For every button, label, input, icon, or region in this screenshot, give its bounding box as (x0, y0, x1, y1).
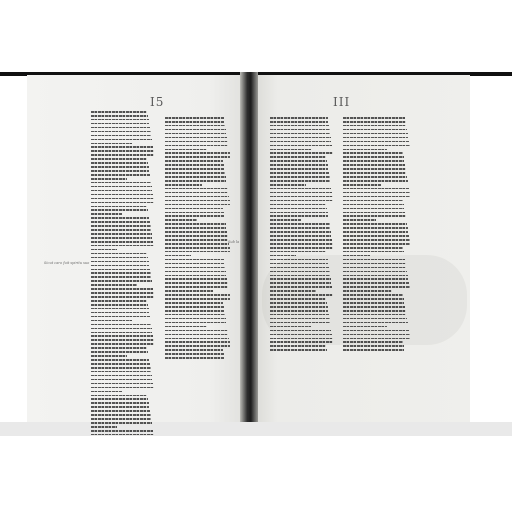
script-line (343, 156, 404, 158)
script-line (343, 223, 407, 225)
script-line (343, 290, 392, 292)
script-line (343, 204, 404, 206)
script-line (91, 272, 151, 274)
script-line (270, 326, 311, 328)
script-line (270, 156, 326, 158)
script-line (343, 141, 409, 143)
script-line (343, 271, 407, 273)
script-line (91, 292, 154, 294)
script-line (91, 269, 150, 271)
script-line (91, 367, 151, 369)
script-line (270, 141, 331, 143)
script-line (343, 176, 407, 178)
script-line (343, 294, 403, 296)
script-line (165, 306, 224, 308)
script-line (91, 253, 147, 255)
script-line (91, 213, 122, 215)
script-line (91, 158, 147, 160)
script-line (91, 209, 148, 211)
script-line (165, 318, 226, 320)
script-line (343, 310, 406, 312)
script-line (270, 314, 329, 316)
script-line (270, 243, 333, 245)
script-line (270, 192, 332, 194)
script-line (270, 133, 330, 135)
script-line (270, 338, 333, 340)
script-line (270, 208, 327, 210)
script-line (91, 237, 152, 239)
script-line (91, 434, 154, 436)
script-line (343, 251, 404, 253)
script-line (91, 135, 151, 137)
script-line (91, 143, 132, 145)
script-line (270, 275, 330, 277)
script-line (343, 247, 403, 249)
script-line (343, 227, 408, 229)
script-line (91, 182, 151, 184)
script-line (165, 149, 207, 151)
script-line (165, 129, 226, 131)
script-line (343, 239, 410, 241)
script-line (270, 330, 331, 332)
script-line (270, 349, 327, 351)
script-line (165, 168, 224, 170)
script-line (165, 290, 213, 292)
script-line (165, 176, 226, 178)
script-line (91, 249, 117, 251)
script-line (343, 345, 404, 347)
script-line (165, 117, 224, 119)
script-line (343, 133, 408, 135)
script-line (343, 314, 406, 316)
script-line (165, 160, 223, 162)
script-line (91, 186, 152, 188)
script-line (165, 263, 224, 265)
script-line (91, 312, 149, 314)
script-line (343, 275, 408, 277)
script-line (343, 184, 381, 186)
script-line (165, 180, 226, 182)
script-line (91, 146, 153, 148)
script-line (165, 345, 230, 347)
script-line (165, 349, 223, 351)
script-line (343, 322, 408, 324)
script-line (91, 276, 151, 278)
script-line (91, 206, 147, 208)
script-line (270, 125, 329, 127)
script-line (343, 145, 410, 147)
right-running-header: III (333, 95, 351, 109)
script-line (343, 298, 404, 300)
script-line (91, 355, 127, 357)
script-line (165, 278, 227, 280)
script-line (165, 310, 224, 312)
script-line (343, 338, 410, 340)
script-line (91, 363, 150, 365)
center-margin-note: Sub la (228, 240, 240, 244)
script-line (165, 188, 228, 190)
script-line (91, 422, 152, 424)
script-line (270, 160, 327, 162)
script-line (91, 379, 152, 381)
script-line (343, 231, 408, 233)
script-line (91, 430, 153, 432)
script-line (270, 212, 328, 214)
script-line (91, 280, 152, 282)
book-gutter (240, 72, 258, 432)
script-line (343, 129, 407, 131)
script-line (165, 314, 225, 316)
script-line (165, 357, 224, 359)
script-line (165, 334, 228, 336)
script-line (165, 133, 226, 135)
script-line (91, 383, 153, 385)
left-page-column-2 (165, 117, 231, 365)
right-page-column-2 (343, 117, 411, 357)
script-line (270, 341, 333, 343)
script-line (270, 231, 331, 233)
script-line (91, 202, 154, 204)
script-line (165, 322, 226, 324)
script-line (270, 145, 332, 147)
script-line (165, 326, 207, 328)
script-line (91, 332, 152, 334)
script-line (91, 328, 152, 330)
script-line (270, 345, 326, 347)
script-line (165, 286, 228, 288)
script-line (91, 414, 151, 416)
script-line (343, 125, 406, 127)
script-line (91, 217, 149, 219)
script-line (91, 174, 150, 176)
script-line (165, 259, 224, 261)
script-line (270, 290, 316, 292)
script-line (165, 330, 228, 332)
script-line (343, 259, 405, 261)
script-line (270, 204, 326, 206)
script-line (343, 326, 387, 328)
script-line (343, 255, 370, 257)
script-line (270, 247, 333, 249)
script-line (270, 322, 330, 324)
script-line (270, 164, 328, 166)
script-line (165, 338, 229, 340)
script-line (91, 308, 149, 310)
script-line (270, 298, 326, 300)
script-line (91, 406, 149, 408)
script-line (91, 245, 154, 247)
script-line (91, 343, 154, 345)
script-line (343, 117, 405, 119)
script-line (91, 410, 150, 412)
left-running-header: I5 (150, 95, 165, 109)
script-line (165, 302, 223, 304)
script-line (165, 145, 228, 147)
script-line (91, 257, 148, 259)
script-line (270, 235, 331, 237)
script-line (91, 418, 151, 420)
script-line (165, 121, 224, 123)
script-line (91, 402, 149, 404)
script-line (343, 121, 406, 123)
script-line (165, 267, 225, 269)
script-line (270, 200, 333, 202)
script-line (270, 278, 331, 280)
script-line (343, 160, 404, 162)
script-line (343, 219, 376, 221)
script-line (165, 223, 226, 225)
script-line (91, 261, 149, 263)
script-line (91, 387, 154, 389)
script-line (91, 241, 153, 243)
script-line (270, 318, 330, 320)
script-line (91, 304, 148, 306)
script-line (91, 320, 132, 322)
script-line (270, 251, 326, 253)
script-line (343, 341, 403, 343)
script-line (270, 188, 331, 190)
script-line (91, 119, 149, 121)
script-line (343, 188, 409, 190)
left-page-column-1 (91, 111, 155, 441)
script-line (165, 341, 230, 343)
script-line (270, 117, 328, 119)
script-line (270, 263, 328, 265)
script-line (270, 286, 332, 288)
script-line (91, 351, 148, 353)
script-line (91, 395, 147, 397)
script-line (91, 288, 153, 290)
script-line (91, 111, 147, 113)
script-line (270, 168, 328, 170)
script-line (270, 219, 301, 221)
script-line (270, 259, 328, 261)
script-line (91, 190, 152, 192)
script-line (91, 339, 154, 341)
script-line (343, 196, 410, 198)
script-line (343, 168, 406, 170)
script-line (165, 353, 224, 355)
script-line (91, 316, 150, 318)
script-line (343, 208, 404, 210)
script-line (343, 200, 403, 202)
script-line (91, 123, 149, 125)
script-line (165, 208, 223, 210)
script-line (270, 196, 333, 198)
script-line (270, 294, 333, 296)
script-line (165, 235, 228, 237)
script-line (91, 284, 137, 286)
script-line (91, 398, 148, 400)
script-line (270, 282, 331, 284)
script-line (270, 223, 330, 225)
script-line (165, 294, 230, 296)
script-line (343, 149, 387, 151)
script-line (343, 278, 408, 280)
script-line (270, 184, 306, 186)
script-line (343, 334, 410, 336)
script-line (165, 125, 225, 127)
script-line (91, 371, 151, 373)
script-line (91, 335, 153, 337)
script-line (91, 296, 154, 298)
script-line (91, 391, 122, 393)
script-line (343, 215, 406, 217)
script-line (343, 282, 409, 284)
script-line (165, 251, 230, 253)
script-line (91, 324, 151, 326)
script-line (270, 172, 329, 174)
script-line (343, 172, 406, 174)
script-line (343, 302, 404, 304)
script-line (343, 263, 406, 265)
script-line (343, 164, 405, 166)
script-line (270, 149, 311, 151)
script-line (343, 349, 404, 351)
script-line (91, 347, 147, 349)
script-line (270, 239, 332, 241)
script-line (91, 178, 127, 180)
script-line (343, 180, 408, 182)
script-line (91, 115, 148, 117)
script-line (343, 243, 410, 245)
script-line (270, 215, 328, 217)
script-line (91, 170, 149, 172)
script-line (270, 271, 330, 273)
script-line (270, 306, 328, 308)
script-line (91, 233, 152, 235)
script-line (165, 255, 191, 257)
script-line (165, 282, 228, 284)
script-line (165, 141, 228, 143)
script-line (91, 229, 151, 231)
script-line (270, 255, 296, 257)
script-line (165, 298, 230, 300)
script-line (343, 306, 405, 308)
script-line (165, 247, 230, 249)
script-line (165, 227, 226, 229)
script-line (165, 152, 230, 154)
script-line (165, 204, 230, 206)
script-line (165, 196, 229, 198)
script-line (270, 334, 332, 336)
script-line (91, 150, 154, 152)
script-line (343, 286, 410, 288)
script-line (91, 426, 117, 428)
script-line (165, 215, 224, 217)
script-line (165, 184, 202, 186)
script-line (91, 139, 152, 141)
script-line (270, 152, 333, 154)
script-line (165, 137, 227, 139)
script-line (165, 172, 225, 174)
script-line (91, 127, 150, 129)
script-line (165, 231, 227, 233)
script-line (343, 330, 409, 332)
script-line (165, 156, 230, 158)
script-line (165, 200, 230, 202)
script-line (343, 235, 409, 237)
script-line (165, 239, 228, 241)
script-line (270, 227, 330, 229)
script-line (343, 152, 403, 154)
script-line (91, 221, 150, 223)
script-line (165, 275, 226, 277)
script-line (270, 310, 328, 312)
script-line (343, 267, 406, 269)
script-line (165, 243, 229, 245)
script-line (270, 176, 330, 178)
script-line (343, 137, 408, 139)
script-line (91, 300, 147, 302)
script-line (91, 154, 154, 156)
right-page-column-1 (270, 117, 334, 357)
script-line (165, 192, 228, 194)
script-line (270, 137, 331, 139)
script-line (165, 212, 224, 214)
script-line (165, 164, 224, 166)
script-line (270, 121, 328, 123)
script-line (270, 180, 330, 182)
script-line (91, 166, 149, 168)
script-line (165, 271, 226, 273)
script-line (343, 318, 407, 320)
margin-note: Sicut caro fuit spiritu suo (44, 261, 90, 265)
script-line (270, 129, 330, 131)
script-line (91, 198, 154, 200)
script-line (91, 194, 153, 196)
script-line (91, 162, 148, 164)
script-line (270, 302, 327, 304)
script-line (343, 212, 405, 214)
script-line (343, 192, 410, 194)
script-line (91, 265, 149, 267)
script-line (270, 267, 329, 269)
bottom-edge (0, 422, 512, 436)
script-line (91, 131, 151, 133)
script-line (91, 225, 151, 227)
script-line (91, 375, 152, 377)
script-line (91, 359, 149, 361)
script-line (165, 219, 197, 221)
